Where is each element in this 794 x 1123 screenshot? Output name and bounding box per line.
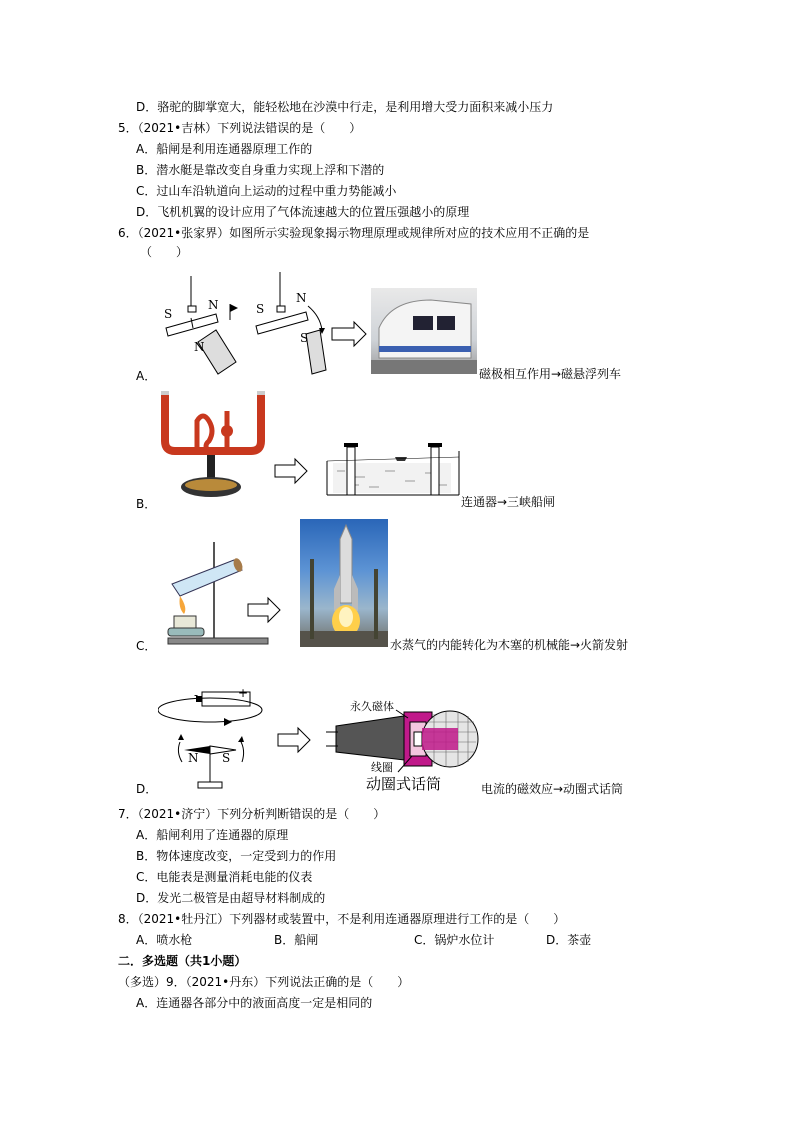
- rocket-launch-photo: [300, 519, 388, 647]
- q6-c-letter: C．: [136, 639, 157, 653]
- q6-b-letter: B．: [136, 497, 157, 511]
- q6-paren: （ ）: [140, 245, 189, 259]
- q6-c-caption: 水蒸气的内能转化为木塞的机械能→火箭发射: [390, 638, 629, 652]
- q9-stem: （多选）9．（2021•丹东）下列说法正确的是（ ）: [118, 975, 410, 989]
- q6-a-letter: A．: [136, 369, 157, 383]
- label-s-1: S: [164, 307, 173, 321]
- label-n-1: N: [208, 298, 219, 312]
- label-n-3: N: [296, 291, 307, 305]
- q8-option-b: B．船闸: [274, 933, 319, 947]
- q7-stem: 7．（2021•济宁）下列分析判断错误的是（ ）: [118, 807, 386, 821]
- test-tube-figure: [158, 538, 288, 650]
- section-multiple-choice: 二．多选题（共1小题）: [118, 954, 247, 968]
- q8-option-d: D．茶壶: [546, 933, 592, 947]
- q7-option-b: B．物体速度改变，一定受到力的作用: [136, 849, 337, 863]
- q6-d-letter: D．: [136, 782, 158, 796]
- q5-option-c: C．过山车沿轨道向上运动的过程中重力势能减小: [136, 184, 397, 198]
- q5-stem: 5．（2021•吉林）下列说法错误的是（ ）: [118, 121, 362, 135]
- connected-vessel-figure: [155, 391, 475, 509]
- q8-option-a: A．喷水枪: [136, 933, 193, 947]
- magnet-interaction-figure: [158, 270, 368, 380]
- q4-option-d: D．骆驼的脚掌宽大，能轻松地在沙漠中行走，是利用增大受力面积来减小压力: [136, 100, 554, 114]
- q7-option-a: A．船闸利用了连通器的原理: [136, 828, 289, 842]
- label-s-2: S: [256, 302, 265, 316]
- q5-option-b: B．潜水艇是靠改变自身重力实现上浮和下潜的: [136, 163, 385, 177]
- label-dynamic-mic: 动圈式话筒: [366, 775, 442, 793]
- label-s-3: S: [300, 331, 309, 345]
- label-permanent-magnet: 永久磁体: [350, 700, 394, 713]
- q7-option-c: C．电能表是测量消耗电能的仪表: [136, 870, 313, 884]
- q6-a-caption: 磁极相互作用→磁悬浮列车: [479, 367, 622, 381]
- q7-option-d: D．发光二极管是由超导材料制成的: [136, 891, 326, 905]
- q6-b-caption: 连通器→三峡船闸: [461, 495, 556, 509]
- q8-option-c: C．锅炉水位计: [414, 933, 495, 947]
- q6-stem: 6．（2021•张家界）如图所示实验现象揭示物理原理或规律所对应的技术应用不正确的是: [118, 226, 590, 240]
- label-compass-s: S: [222, 751, 231, 765]
- q5-option-a: A．船闸是利用连通器原理工作的: [136, 142, 313, 156]
- maglev-train-photo: [371, 288, 477, 374]
- q8-stem: 8．（2021•牡丹江）下列器材或装置中，不是利用连通器原理进行工作的是（ ）: [118, 912, 566, 926]
- label-coil: 线圈: [371, 761, 393, 774]
- q6-d-caption: 电流的磁效应→动圈式话筒: [481, 782, 624, 796]
- label-n-2: N: [194, 340, 205, 354]
- q9-option-a: A．连通器各部分中的液面高度一定是相同的: [136, 996, 373, 1010]
- q5-option-d: D．飞机机翼的设计应用了气体流速越大的位置压强越小的原理: [136, 205, 470, 219]
- label-minus: -: [194, 688, 199, 702]
- label-plus: +: [238, 686, 249, 700]
- label-compass-n: N: [188, 751, 199, 765]
